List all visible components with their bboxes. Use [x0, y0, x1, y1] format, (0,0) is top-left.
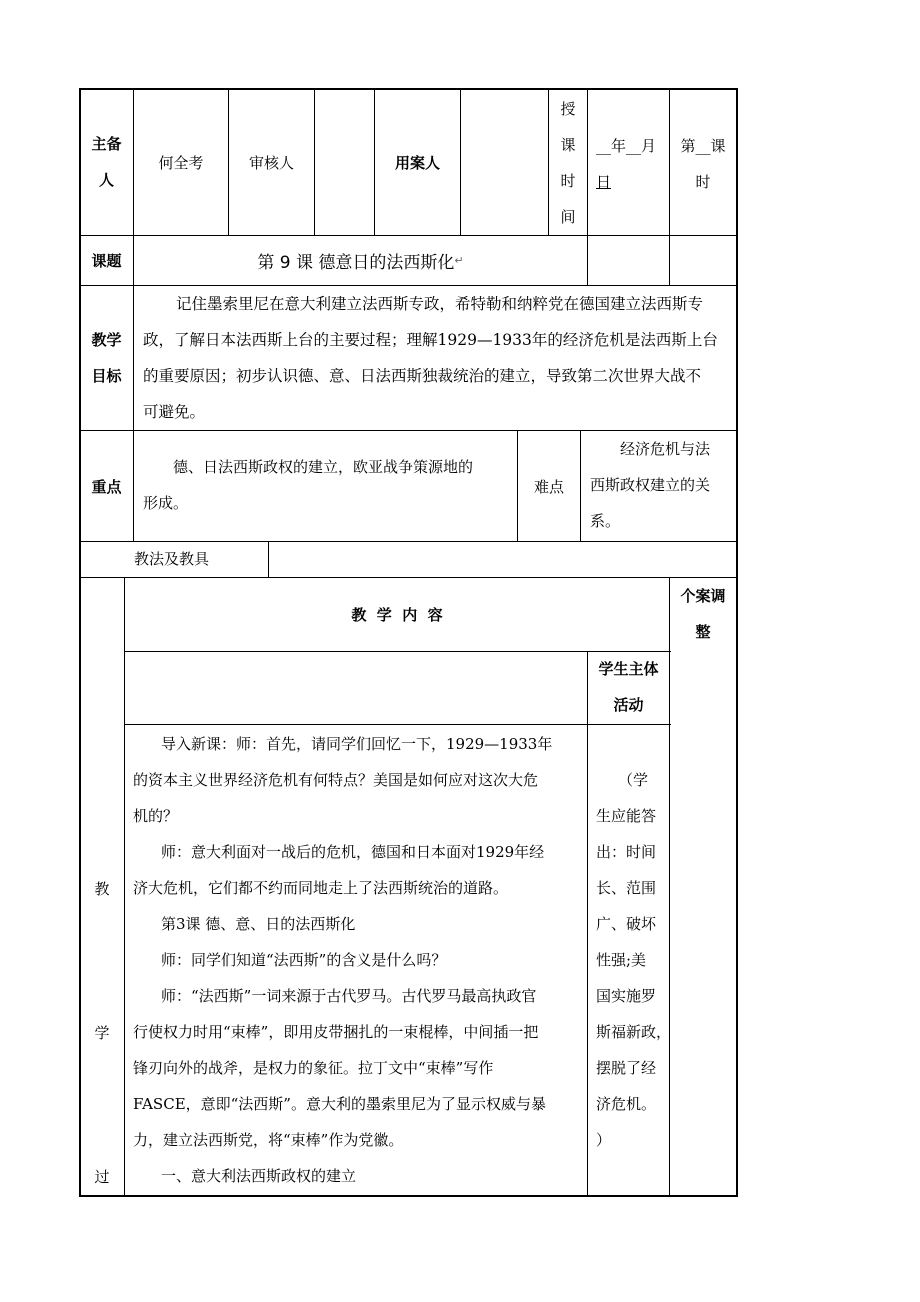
- case-adjust-header: 个案调 整: [680, 587, 726, 641]
- row-line-methods: [79, 577, 737, 578]
- col-line: [669, 577, 670, 1196]
- row-line-activity-header: [124, 724, 671, 725]
- paragraph-mark-icon: ↵: [454, 254, 464, 267]
- objectives-text: 记住墨索里尼在意大利建立法西斯专政，希特勒和纳粹党在德国建立法西斯专 政，了解日本法西斯上台的主要过程；理解1929—1933年的经济危机是法西斯上台 的重要原因；初步认识德、意、日法西斯独裁统治的建立，导致第二次世界大战不 可避免。: [143, 295, 718, 421]
- student-activity-text: （学 生应能答 出：时间 长、范围 广、破坏 性强;美 国实施罗 斯福新政， 摆脱了经 济危机。 ）: [596, 771, 672, 1149]
- topic-label: 课题: [91, 252, 122, 270]
- table-top-border: [79, 88, 738, 90]
- difficulty-text: 经济危机与法 西斯政权建立的关 系。: [590, 440, 711, 530]
- table-bottom-border: [79, 1195, 738, 1197]
- methods-label: 教法及教具: [134, 550, 210, 568]
- col-line: [587, 651, 588, 1196]
- col-line: [268, 541, 269, 578]
- process-side-label-3: 过: [94, 1167, 110, 1186]
- col-line: [124, 577, 125, 1196]
- key-points-text: 德、日法西斯政权的建立，欧亚战争策源地的 形成。: [143, 458, 474, 512]
- process-side-label-1: 教: [94, 879, 110, 898]
- topic-title: 第 9 课 德意日的法西斯化 ↵: [257, 253, 464, 273]
- lesson-number-blank: 第__课 时: [680, 137, 726, 191]
- student-activity-header: 学生主体 活动: [598, 660, 659, 714]
- table-right-border: [736, 88, 738, 1196]
- process-side-label-2: 学: [94, 1023, 110, 1042]
- chief-preparer-label: 主备人: [91, 135, 122, 189]
- content-header: 教 学 内 容: [351, 605, 443, 624]
- objectives-label: 教学 目标: [91, 331, 122, 385]
- reviewer-label: 审核人: [248, 153, 294, 172]
- teaching-date-blank: __年__月 日: [596, 137, 657, 191]
- col-line: [587, 88, 588, 286]
- col-line: [580, 430, 581, 542]
- key-points-label: 重点: [91, 477, 122, 496]
- user-label: 用案人: [394, 153, 440, 172]
- difficulty-label: 难点: [533, 477, 564, 496]
- teaching-time-label: 授课时间: [560, 100, 576, 226]
- chief-preparer-name: 何全考: [158, 153, 204, 172]
- reviewer-name: [315, 140, 374, 184]
- user-name: [461, 140, 548, 184]
- lesson-body-text: 导入新课：师：首先，请同学们回忆一下，1929—1933年 的资本主义世界经济危机有何特点？美国是如何应对这次大危 机的？ 师：意大利面对一战后的危机，德国和日本面对1929年经 济大危机，它们都不约而同地走上了法西斯统治的道路。 第3课 德、意、日的法西斯化 师：同学们知道“法西斯”的含义是什么吗？ 师：“法西斯”一词来源于古代罗马。古代罗马最高执政官 行使权力时用“束棒”，即用皮带捆扎的一束棍棒，中间插一把 锋刃向外的战斧，是权力的象征。拉丁文中“束棒”写作 FASCE，意即“法西斯”。意大利的墨索里尼为了显示权威与暴 力，建立法西斯党，将“束棒”作为党徽。 一、意大利法西斯政权的建立: [133, 735, 553, 1185]
